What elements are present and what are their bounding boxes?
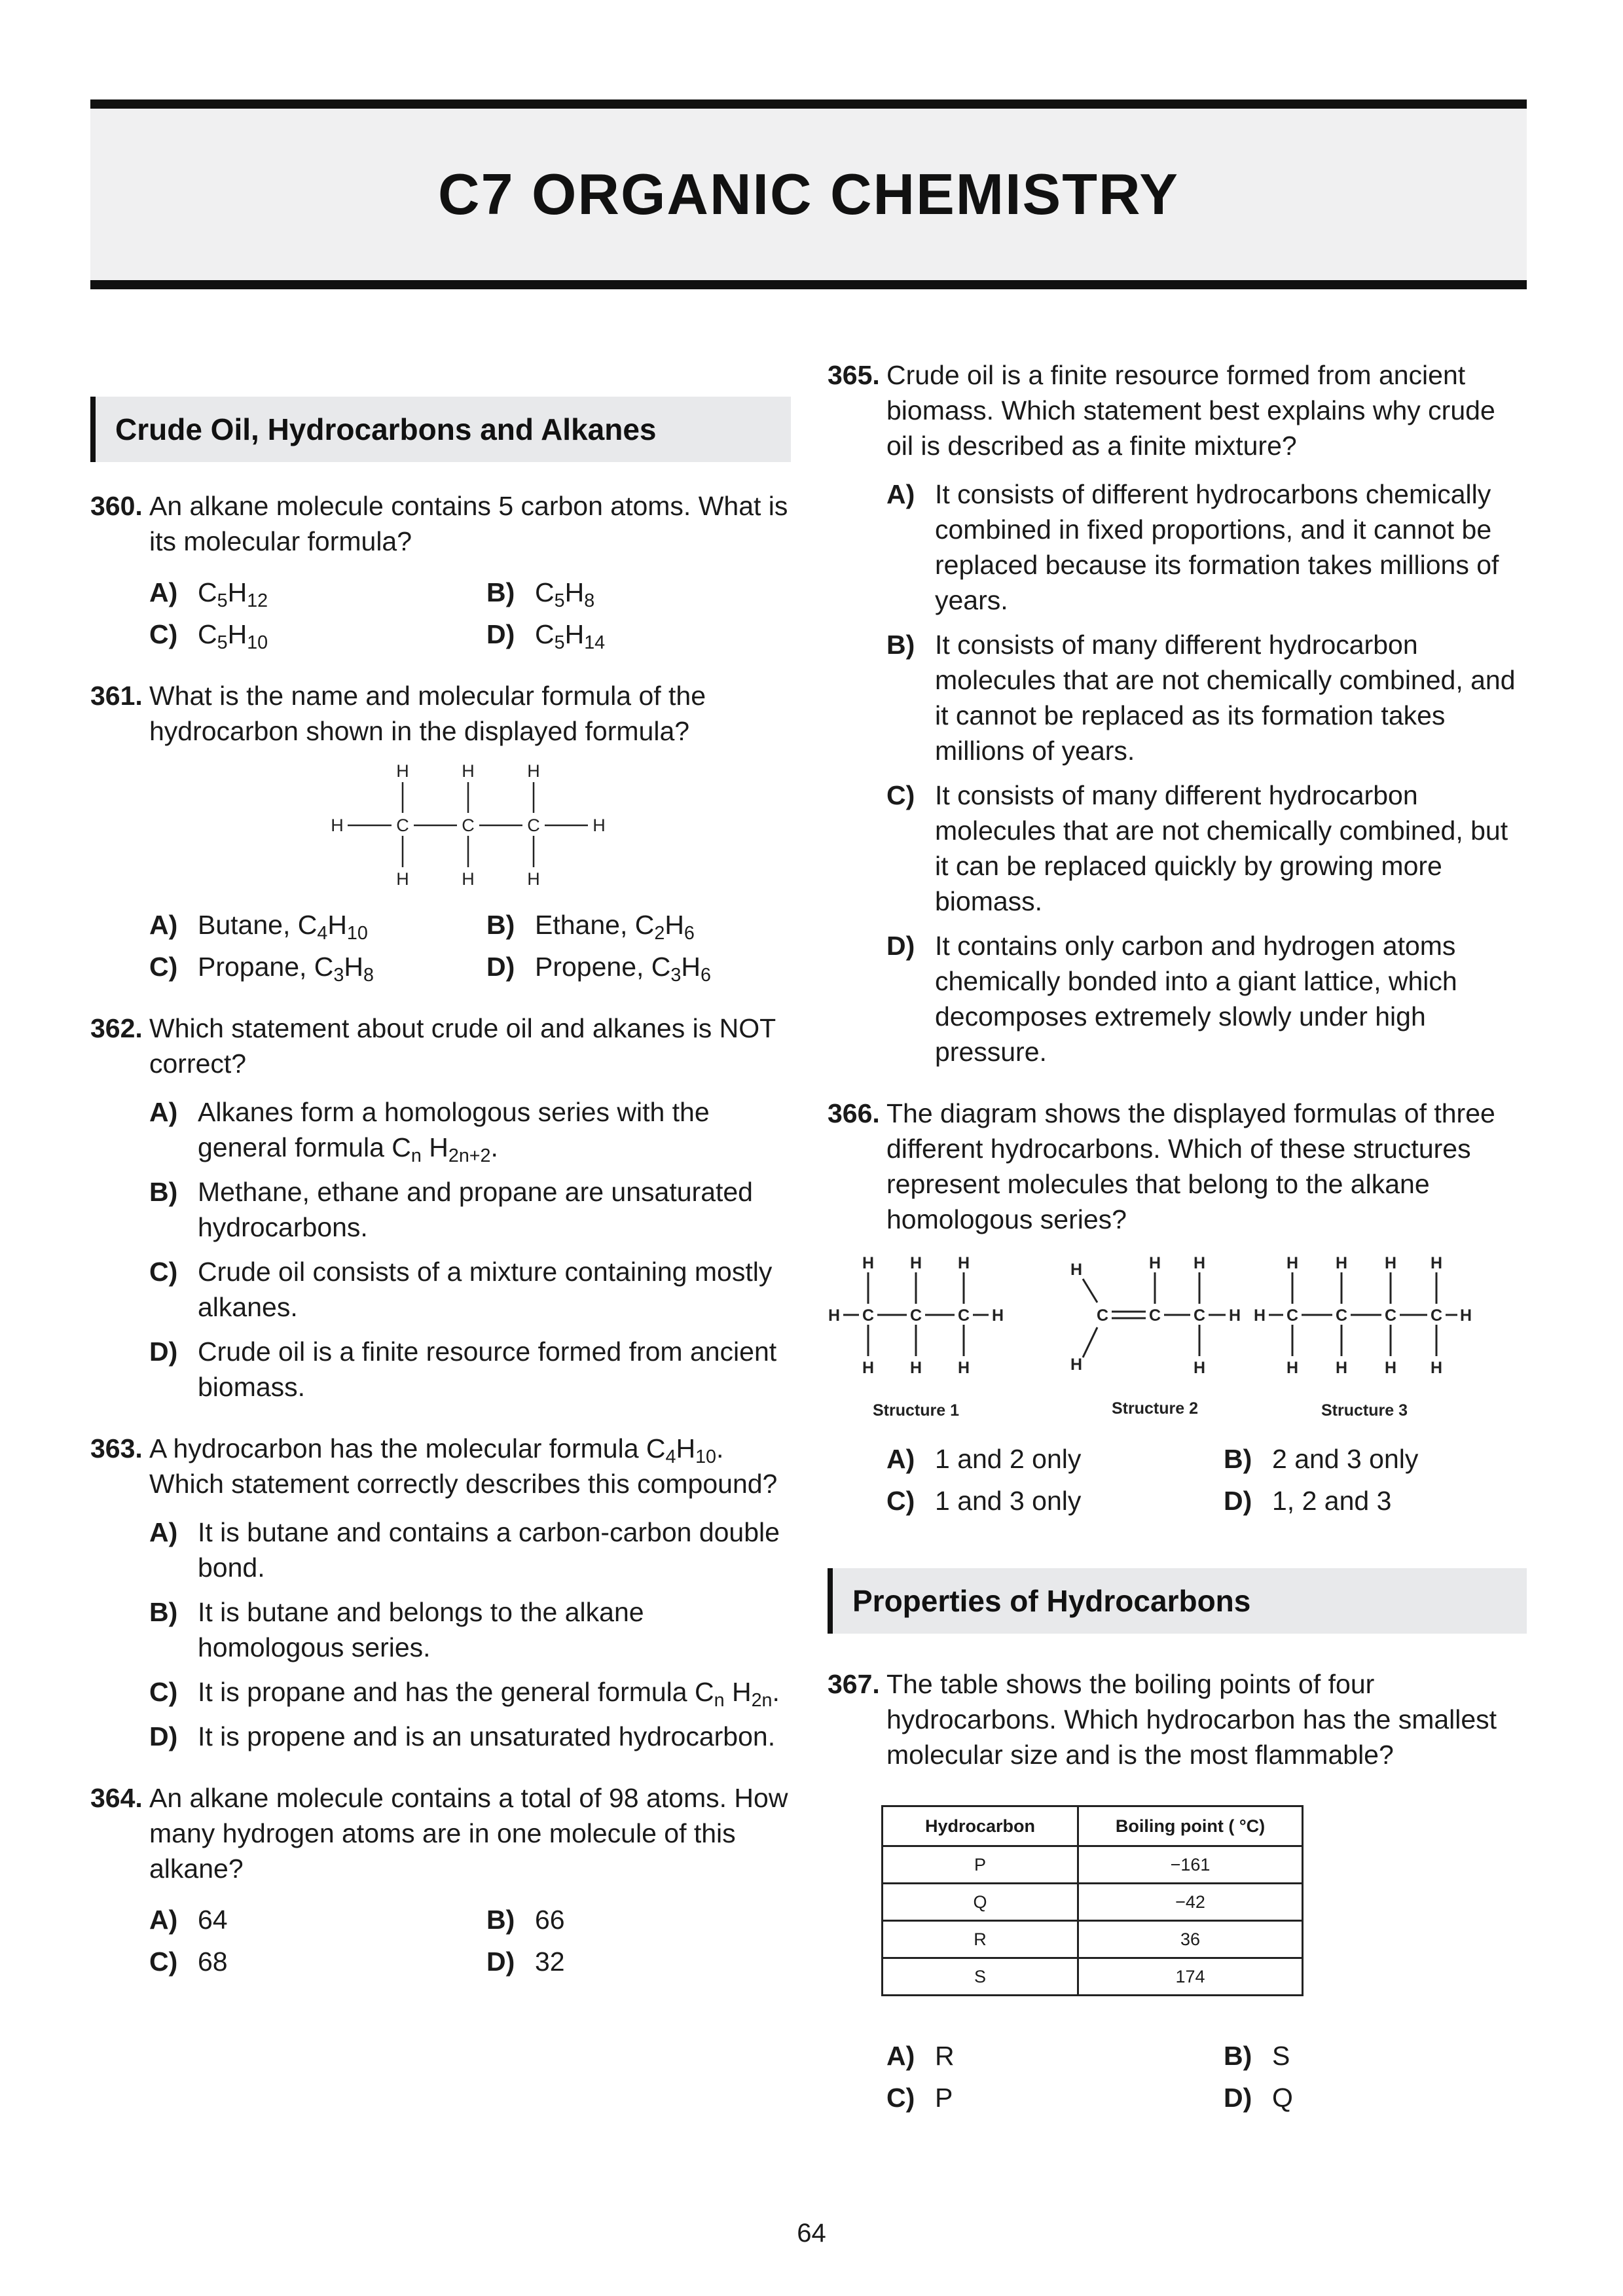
svg-text:H: H — [1193, 1254, 1206, 1272]
svg-text:C: C — [909, 1306, 922, 1325]
option-text: Crude oil consists of a mixture containing mostly alkanes. — [198, 1257, 773, 1322]
question-number: 362. — [90, 1013, 143, 1043]
question-364 — [90, 1780, 791, 1979]
question-366 — [828, 1096, 1527, 1518]
svg-text:H: H — [862, 1359, 875, 1377]
option-text: 32 — [535, 1946, 565, 1977]
svg-text:H: H — [1193, 1359, 1206, 1377]
question-number: 360. — [90, 491, 143, 521]
svg-text:H: H — [1228, 1306, 1241, 1325]
option-text: It is butane and contains a carbon-carbon double bond. — [198, 1517, 780, 1583]
options — [149, 575, 791, 652]
svg-text:C: C — [957, 1306, 970, 1325]
question-number: 366. — [828, 1098, 880, 1128]
question-stem: Which statement about crude oil and alkanes is NOT correct? — [149, 1013, 776, 1079]
option-text: S — [1272, 2041, 1290, 2071]
svg-text:H: H — [527, 761, 540, 781]
option-d[interactable]: D) It is propene and is an unsaturated hydrocarbon. — [149, 1719, 791, 1754]
options — [149, 1094, 791, 1405]
structure-1-label: Structure 1 — [873, 1401, 959, 1420]
option-text: Propene, $C_3H_6$ — [535, 952, 711, 986]
option-text: 66 — [535, 1905, 565, 1935]
table-row: Q −42 — [883, 1884, 1303, 1921]
svg-text:H: H — [593, 816, 606, 835]
option-b[interactable]: B) 66 — [486, 1902, 824, 1937]
option-c[interactable]: C) Propane, $C_3H_8$ — [149, 949, 486, 984]
options — [886, 2038, 1527, 2115]
question-number: 365. — [828, 360, 880, 390]
option-b[interactable]: B) Methane, ethane and propane are unsaturated hydrocarbons. — [149, 1174, 791, 1245]
svg-text:H: H — [462, 869, 475, 889]
option-text: It consists of many different hydrocarbon molecules that are not chemically combined, but it can be replaced quickly by growing more biomass. — [935, 780, 1508, 916]
svg-text:H: H — [1384, 1254, 1397, 1272]
option-a[interactable]: A) Butane, $C_4H_{10}$ — [149, 907, 486, 942]
option-c[interactable]: C) 1 and 3 only — [886, 1483, 1224, 1518]
option-text: It consists of many different hydrocarbon molecules that are not chemically combined, and it cannot be replaced as its formation takes millions of years. — [935, 630, 1516, 766]
option-text: Ethane, $C_2H_6$ — [535, 910, 695, 944]
svg-text:H: H — [828, 1306, 841, 1325]
option-text: Q — [1272, 2083, 1293, 2113]
question-number: 367. — [828, 1669, 880, 1699]
question-number: 363. — [90, 1433, 143, 1463]
svg-text:H: H — [1070, 1355, 1083, 1374]
option-text: Butane, $C_4H_{10}$ — [198, 910, 368, 944]
option-c[interactable]: C) It consists of many different hydrocarbon molecules that are not chemically combined, but it can be replaced quickly by growing more biomass. — [886, 778, 1527, 919]
question-362 — [90, 1011, 791, 1405]
left-column — [90, 397, 791, 1979]
svg-text:H: H — [1070, 1261, 1083, 1279]
svg-text:C: C — [396, 816, 409, 835]
option-a[interactable]: A) $C_5H_{12}$ — [149, 575, 486, 610]
option-text: It is propane and has the general formula $C_n$ $H_{2n}$. — [198, 1677, 780, 1712]
svg-text:C: C — [1286, 1306, 1299, 1325]
svg-text:C: C — [1384, 1306, 1397, 1325]
table-row: R 36 — [883, 1921, 1303, 1958]
table-header: Hydrocarbon — [883, 1806, 1078, 1846]
option-d[interactable]: D) Crude oil is a finite resource formed from ancient biomass. — [149, 1334, 791, 1405]
question-stem: An alkane molecule contains 5 carbon atoms. What is its molecular formula? — [149, 491, 788, 556]
svg-text:H: H — [1148, 1254, 1161, 1272]
option-d[interactable]: D) Propene, $C_3H_6$ — [486, 949, 824, 984]
option-text: R — [935, 2041, 955, 2071]
question-360 — [90, 488, 791, 652]
option-text: 1 and 2 only — [935, 1444, 1082, 1474]
title-banner — [90, 99, 1527, 289]
question-number: 364. — [90, 1783, 143, 1813]
option-d[interactable]: D) It contains only carbon and hydrogen atoms chemically bonded into a giant lattice, which decomposes extremely slowly under high pressure. — [886, 928, 1527, 1069]
svg-text:C: C — [1335, 1306, 1348, 1325]
option-b[interactable]: B) Ethane, $C_2H_6$ — [486, 907, 824, 942]
table-header: Boiling point ( °C) — [1078, 1806, 1303, 1846]
question-stem: Crude oil is a finite resource formed from ancient biomass. Which statement best explains why crude oil is described as a finite mixture? — [886, 360, 1495, 461]
svg-text:H: H — [1459, 1306, 1472, 1325]
option-text: P — [935, 2083, 953, 2113]
option-c[interactable]: C) $C_5H_{10}$ — [149, 617, 486, 652]
svg-text:H: H — [957, 1254, 970, 1272]
option-d[interactable]: D) Q — [1224, 2080, 1561, 2115]
options — [149, 1515, 791, 1754]
table-row: S 174 — [883, 1958, 1303, 1996]
svg-text:H: H — [1430, 1359, 1443, 1377]
svg-text:C: C — [462, 816, 475, 835]
option-text: Alkanes form a homologous series with the general formula $C_n$ $H_{2n+2}$. — [198, 1097, 710, 1167]
option-d[interactable]: D) 1, 2 and 3 — [1224, 1483, 1561, 1518]
option-b[interactable]: B) 2 and 3 only — [1224, 1441, 1561, 1477]
page-title: C7 ORGANIC CHEMISTRY — [438, 162, 1179, 226]
option-b[interactable]: B) It is butane and belongs to the alkane homologous series. — [149, 1594, 791, 1665]
option-a[interactable]: A) It consists of different hydrocarbons chemically combined in fixed proportions, and it cannot be replaced because its formation takes millions of years. — [886, 476, 1527, 618]
question-stem: What is the name and molecular formula of the hydrocarbon shown in the displayed formula? — [149, 681, 706, 746]
options — [886, 1441, 1527, 1518]
option-text: It is propene and is an unsaturated hydrocarbon. — [198, 1721, 776, 1751]
hydrocarbon-structures-diagram — [828, 1249, 1472, 1426]
svg-text:H: H — [1253, 1306, 1266, 1325]
option-c[interactable]: C) It is propane and has the general formula $C_n$ $H_{2n}$. — [149, 1674, 791, 1710]
section-heading: Properties of Hydrocarbons — [828, 1568, 1527, 1634]
option-text: 1, 2 and 3 — [1272, 1486, 1392, 1516]
svg-text:H: H — [396, 761, 409, 781]
options — [149, 1902, 791, 1979]
svg-text:H: H — [1335, 1359, 1348, 1377]
svg-text:H: H — [396, 869, 409, 889]
svg-text:C: C — [1096, 1306, 1109, 1325]
svg-text:C: C — [1193, 1306, 1206, 1325]
svg-text:H: H — [1384, 1359, 1397, 1377]
svg-text:H: H — [462, 761, 475, 781]
option-a[interactable]: A) Alkanes form a homologous series with the general formula $C_n$ $H_{2n+2}$. — [149, 1094, 791, 1165]
option-a[interactable]: A) R — [886, 2038, 1224, 2073]
option-text: Methane, ethane and propane are unsaturated hydrocarbons. — [198, 1177, 753, 1242]
option-text: 64 — [198, 1905, 228, 1935]
svg-text:H: H — [909, 1359, 922, 1377]
svg-text:H: H — [957, 1359, 970, 1377]
question-365 — [828, 357, 1527, 1069]
option-text: 1 and 3 only — [935, 1486, 1082, 1516]
option-text: 68 — [198, 1946, 228, 1977]
section-heading: Crude Oil, Hydrocarbons and Alkanes — [90, 397, 791, 462]
svg-text:C: C — [862, 1306, 875, 1325]
option-text: $C_5H_{14}$ — [535, 619, 606, 654]
option-text: 2 and 3 only — [1272, 1444, 1419, 1474]
svg-text:H: H — [1286, 1359, 1299, 1377]
option-text: It is butane and belongs to the alkane homologous series. — [198, 1597, 644, 1662]
svg-text:C: C — [1148, 1306, 1161, 1325]
option-b[interactable]: B) It consists of many different hydrocarbon molecules that are not chemically combined, and it cannot be replaced as its formation takes millions of years. — [886, 627, 1527, 768]
svg-text:H: H — [527, 869, 540, 889]
option-d[interactable]: D) $C_5H_{14}$ — [486, 617, 824, 652]
page-number: 64 — [797, 2219, 826, 2248]
structure-2-label: Structure 2 — [1112, 1399, 1198, 1418]
question-367 — [828, 1666, 1527, 2115]
question-361 — [90, 678, 791, 984]
question-stem: A hydrocarbon has the molecular formula $C_4H_{10}$. Which statement correctly describes this compound? — [149, 1433, 778, 1499]
question-number: 361. — [90, 681, 143, 711]
question-stem: The diagram shows the displayed formulas of three different hydrocarbons. Which of these structures represent molecules that belong to the alkane homologous series? — [886, 1098, 1495, 1234]
svg-text:H: H — [909, 1254, 922, 1272]
option-text: Propane, $C_3H_8$ — [198, 952, 374, 986]
options — [149, 907, 791, 984]
option-text: $C_5H_8$ — [535, 577, 595, 612]
option-a[interactable]: A) 1 and 2 only — [886, 1441, 1224, 1477]
boiling-point-table — [881, 1805, 1304, 1996]
table-row: P −161 — [883, 1846, 1303, 1884]
question-stem: The table shows the boiling points of four hydrocarbons. Which hydrocarbon has the smallest molecular size and is the most flammable? — [886, 1669, 1497, 1770]
option-b[interactable]: B) S — [1224, 2038, 1561, 2073]
svg-text:H: H — [862, 1254, 875, 1272]
svg-text:C: C — [527, 816, 540, 835]
svg-text:H: H — [331, 816, 344, 835]
option-c[interactable]: C) P — [886, 2080, 1224, 2115]
option-d[interactable]: D) 32 — [486, 1944, 824, 1979]
option-c[interactable]: C) 68 — [149, 1944, 486, 1979]
question-stem: An alkane molecule contains a total of 98 atoms. How many hydrogen atoms are in one molecule of this alkane? — [149, 1783, 788, 1884]
svg-text:H: H — [1335, 1254, 1348, 1272]
option-text: It consists of different hydrocarbons chemically combined in fixed proportions, and it cannot be replaced because its formation takes millions of years. — [935, 479, 1499, 615]
right-column — [828, 357, 1527, 2115]
option-text: $C_5H_{10}$ — [198, 619, 268, 654]
option-c[interactable]: C) Crude oil consists of a mixture containing mostly alkanes. — [149, 1254, 791, 1325]
option-text: It contains only carbon and hydrogen atoms chemically bonded into a giant lattice, which decomposes extremely slowly under high pressure. — [935, 931, 1457, 1067]
svg-text:H: H — [1286, 1254, 1299, 1272]
svg-text:H: H — [991, 1306, 1004, 1325]
option-a[interactable]: A) It is butane and contains a carbon-carbon double bond. — [149, 1515, 791, 1585]
structure-3-label: Structure 3 — [1321, 1401, 1408, 1420]
option-a[interactable]: A) 64 — [149, 1902, 486, 1937]
question-363 — [90, 1431, 791, 1754]
option-text: $C_5H_{12}$ — [198, 577, 268, 612]
svg-text:H: H — [1430, 1254, 1443, 1272]
displayed-formula-propane — [149, 761, 791, 891]
svg-text:C: C — [1430, 1306, 1443, 1325]
options — [886, 476, 1527, 1069]
option-text: Crude oil is a finite resource formed from ancient biomass. — [198, 1336, 777, 1402]
option-b[interactable]: B) $C_5H_8$ — [486, 575, 824, 610]
